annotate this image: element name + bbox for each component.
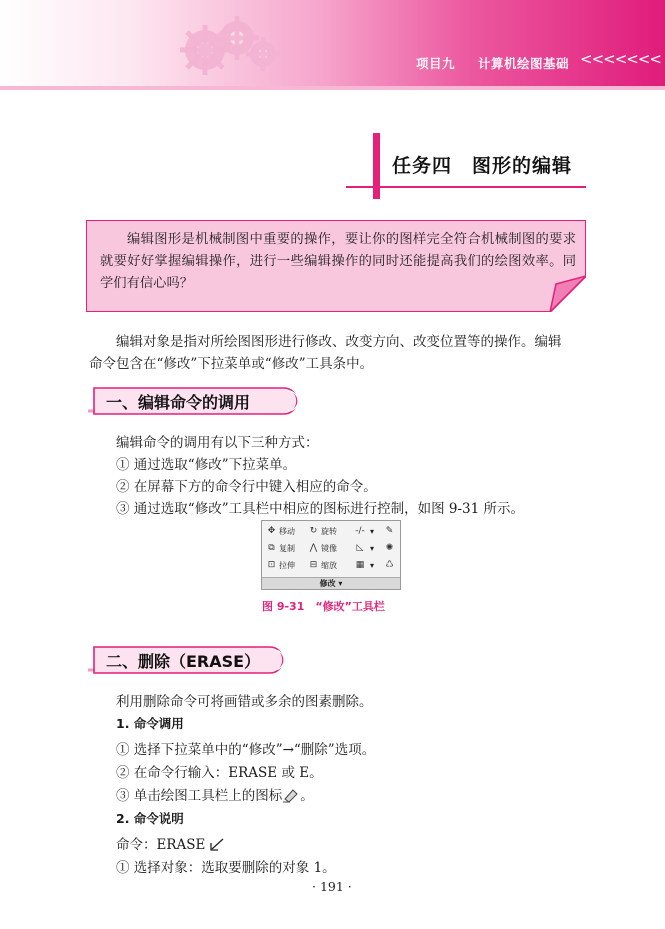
list-item: ① 选择下拉菜单中的“修改”→“删除”选项。 bbox=[116, 742, 376, 758]
page-number: · 191 · bbox=[312, 879, 352, 894]
section-intro: 编辑命令的调用有以下三种方式： bbox=[116, 435, 319, 451]
body-paragraph-line: 命令包含在“修改”下拉菜单或“修改”工具条中。 bbox=[89, 356, 374, 372]
toolbar-button-erase bbox=[384, 524, 397, 538]
page-header bbox=[0, 0, 665, 90]
task-name: 图形的编辑 bbox=[472, 155, 573, 177]
fillet-icon: ◺ bbox=[356, 542, 364, 553]
list-item: ② 在屏幕下方的命令行中键入相应的命令。 bbox=[116, 479, 377, 495]
toolbar-button-copy: ⧉ 复制 bbox=[266, 541, 295, 555]
task-label: 任务四 bbox=[392, 155, 453, 177]
toolbar-button-trim: -/- ▾ bbox=[352, 524, 374, 538]
toolbar-button-stretch: ⊡ 拉伸 bbox=[267, 559, 295, 570]
erase-icon: ✎ bbox=[385, 525, 394, 536]
list-item: ③ 通过选取“修改”工具栏中相应的图标进行控制，如图 9-31 所示。 bbox=[116, 501, 525, 517]
stretch-icon: ⊡ bbox=[267, 559, 276, 570]
toolbar-button-match bbox=[384, 558, 397, 572]
list-item: ③ 单击绘图工具栏上的图标 。 bbox=[116, 788, 314, 804]
section-intro: 利用删除命令可将画错或多余的图素删除。 bbox=[116, 694, 373, 710]
section-heading-1 bbox=[88, 386, 303, 416]
mirror-icon: ⋀ bbox=[309, 542, 318, 553]
toolbar-button-fillet: ◺ ▾ bbox=[352, 541, 374, 555]
section-heading-text: 二、删除（ERASE） bbox=[106, 652, 261, 671]
header-arrows: <<<<<<< bbox=[580, 50, 661, 68]
array-icon: ▦ bbox=[355, 559, 365, 570]
copy-icon: ⧉ bbox=[268, 542, 275, 553]
toolbar-button-scale: ⊟ 缩放 bbox=[309, 559, 337, 570]
match-icon: ♺ bbox=[385, 559, 394, 570]
trim-icon: -/- bbox=[355, 525, 365, 536]
gears-icon bbox=[175, 10, 285, 80]
header-underline bbox=[0, 86, 665, 90]
rotate-icon: ↻ bbox=[309, 525, 318, 536]
eraser-icon bbox=[282, 787, 300, 803]
header-chapter: 项目九 bbox=[416, 56, 456, 71]
toolbar-footer: 修改 ▾ bbox=[262, 577, 400, 589]
toolbar-row bbox=[266, 524, 398, 538]
toolbar-row bbox=[266, 558, 398, 572]
command-line: 命令：ERASE bbox=[116, 833, 226, 853]
section-heading-text: 一、编辑命令的调用 bbox=[106, 393, 251, 412]
enter-arrow-icon bbox=[208, 837, 226, 851]
move-icon: ✥ bbox=[267, 525, 276, 536]
task-title-underline bbox=[346, 186, 586, 188]
list-item: ② 在命令行输入：ERASE 或 E。 bbox=[116, 765, 323, 781]
header-band bbox=[0, 0, 665, 86]
task-title bbox=[392, 151, 572, 178]
toolbar-button-explode bbox=[384, 541, 397, 555]
figure-caption: 图 9-31 “修改”工具栏 bbox=[262, 600, 385, 613]
toolbar-button-mirror: ⋀ 镜像 bbox=[309, 542, 337, 553]
explode-icon: ✺ bbox=[385, 542, 394, 553]
modify-toolbar-figure bbox=[261, 520, 401, 590]
toolbar-button-move: ✥ 移动 bbox=[267, 525, 295, 536]
task-title-bar bbox=[373, 133, 380, 199]
body-paragraph-line: 编辑对象是指对所绘图图形进行修改、改变方向、改变位置等的操作。编辑 bbox=[116, 334, 562, 350]
subheading: 2. 命令说明 bbox=[116, 811, 184, 826]
list-item: ① 选择对象：选取要删除的对象 1。 bbox=[116, 860, 336, 876]
toolbar-button-array: ▦ ▾ bbox=[352, 558, 374, 572]
toolbar-button-rotate: ↻ 旋转 bbox=[309, 525, 337, 536]
header-title: 计算机绘图基础 bbox=[478, 56, 570, 71]
section-heading-2 bbox=[88, 645, 288, 675]
intro-text: 编辑图形是机械制图中重要的操作，要让你的图样完全符合机械制图的要求就要好好掌握编辑操作，进行一些编辑操作的同时还能提高我们的绘图效率。同学们有信心吗？ bbox=[100, 232, 576, 291]
list-item: ① 通过选取“修改”下拉菜单。 bbox=[116, 457, 297, 473]
toolbar-row bbox=[266, 541, 398, 555]
subheading: 1. 命令调用 bbox=[116, 716, 184, 731]
scale-icon: ⊟ bbox=[309, 559, 318, 570]
